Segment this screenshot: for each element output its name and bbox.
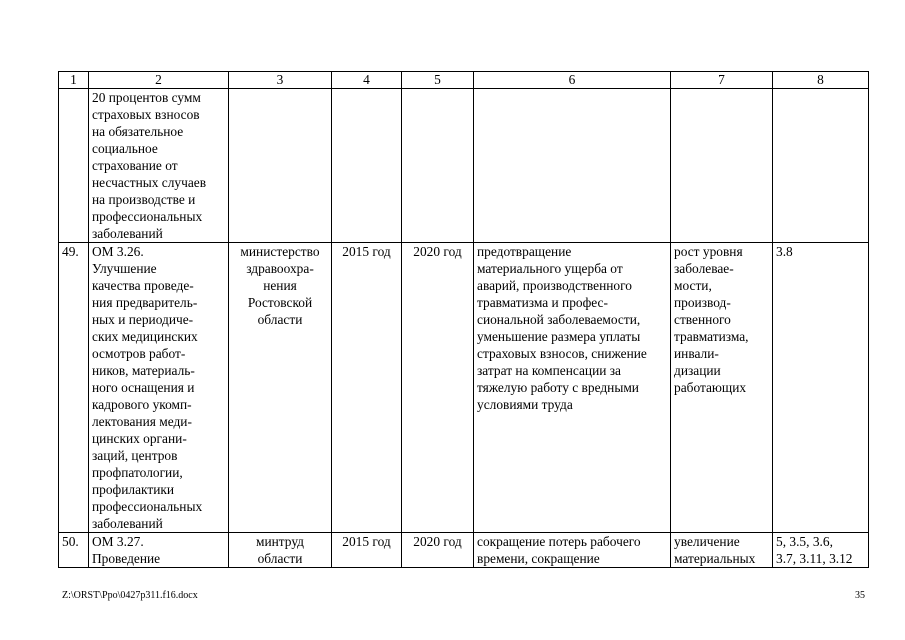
cell-text-line: ных и периодиче- bbox=[92, 312, 194, 327]
end-year-cell: 2020 год bbox=[402, 533, 474, 568]
cell-text-line: рост уровня bbox=[674, 244, 743, 259]
cell-text-line: аварий, производственного bbox=[477, 278, 632, 293]
cell-text-line: дизации bbox=[674, 363, 721, 378]
measure-name-cell bbox=[89, 89, 229, 243]
header-cell: 6 bbox=[474, 72, 671, 89]
cell-text-line: заболевае- bbox=[674, 261, 734, 276]
cell-text-line: ОМ 3.26. bbox=[92, 244, 144, 259]
cell-text-line: заболеваний bbox=[92, 226, 163, 241]
cell-text-line: профпатологии, bbox=[92, 465, 183, 480]
measure-name-cell bbox=[89, 243, 229, 533]
cell-text-line: затрат на компенсации за bbox=[477, 363, 621, 378]
cell-text-line: ного оснащения и bbox=[92, 380, 195, 395]
cell-text-line: Улучшение bbox=[92, 261, 157, 276]
cell-text-line: ственного bbox=[674, 312, 731, 327]
indicator-link-cell bbox=[773, 533, 869, 568]
cell-text-line: несчастных случаев bbox=[92, 175, 207, 190]
cell-text-line: социальное bbox=[92, 141, 158, 156]
start-year-cell bbox=[332, 89, 402, 243]
table-row bbox=[59, 89, 869, 243]
cell-text-line: нения bbox=[263, 278, 297, 293]
cell-text-line: ния предваритель- bbox=[92, 295, 198, 310]
cell-text-line: области bbox=[257, 551, 303, 566]
indicator-link-cell bbox=[773, 89, 869, 243]
row-number-cell: 49. bbox=[59, 243, 89, 533]
cell-text-line: профессиональных bbox=[92, 499, 203, 514]
consequences-cell bbox=[671, 89, 773, 243]
end-year-cell bbox=[402, 89, 474, 243]
table-row bbox=[59, 243, 869, 533]
cell-text-line: материальных bbox=[674, 551, 756, 566]
cell-text-line: страхование от bbox=[92, 158, 178, 173]
end-year-cell: 2020 год bbox=[402, 243, 474, 533]
header-cell: 5 bbox=[402, 72, 474, 89]
cell-text-line: сокращение потерь рабочего bbox=[477, 534, 641, 549]
expected-result-cell bbox=[474, 533, 671, 568]
cell-text-line: ников, материаль- bbox=[92, 363, 195, 378]
header-cell: 4 bbox=[332, 72, 402, 89]
expected-result-cell bbox=[474, 89, 671, 243]
cell-text-line: лектования меди- bbox=[92, 414, 192, 429]
cell-text-line: минтруд bbox=[255, 534, 304, 549]
cell-text-line: травматизма и профес- bbox=[477, 295, 608, 310]
cell-text-line: 3.7, 3.11, 3.12 bbox=[776, 551, 853, 566]
cell-text-line: инвали- bbox=[674, 346, 719, 361]
table-row bbox=[59, 533, 869, 568]
cell-text-line: Проведение bbox=[92, 551, 161, 566]
cell-text-line: заций, центров bbox=[92, 448, 178, 463]
cell-text-line: мости, bbox=[674, 278, 712, 293]
cell-text-line: травматизма, bbox=[674, 329, 749, 344]
row-number-cell bbox=[59, 89, 89, 243]
measure-name-cell bbox=[89, 533, 229, 568]
cell-text-line: на производстве и bbox=[92, 192, 196, 207]
cell-text-line: работающих bbox=[674, 380, 747, 395]
expected-result-cell bbox=[474, 243, 671, 533]
cell-text-line: кадрового укомп- bbox=[92, 397, 192, 412]
cell-text-line: профилактики bbox=[92, 482, 175, 497]
cell-text-line: страховых взносов, снижение bbox=[477, 346, 647, 361]
header-cell: 1 bbox=[59, 72, 89, 89]
cell-text-line: качества проведе- bbox=[92, 278, 194, 293]
executor-cell bbox=[229, 533, 332, 568]
cell-text-line: 20 процентов сумм bbox=[92, 90, 201, 105]
executor-cell bbox=[229, 89, 332, 243]
indicator-link-cell bbox=[773, 243, 869, 533]
cell-text-line: 5, 3.5, 3.6, bbox=[776, 534, 833, 549]
cell-text-line: профессиональных bbox=[92, 209, 203, 224]
cell-text-line: увеличение bbox=[674, 534, 740, 549]
header-cell: 2 bbox=[89, 72, 229, 89]
cell-text-line: осмотров работ- bbox=[92, 346, 186, 361]
header-row bbox=[59, 72, 869, 89]
cell-text-line: уменьшение размера уплаты bbox=[477, 329, 641, 344]
cell-text-line: времени, сокращение bbox=[477, 551, 600, 566]
file-path: Z:\ORST\Ppo\0427p311.f16.docx bbox=[62, 590, 198, 601]
cell-text-line: министерство bbox=[240, 244, 320, 259]
start-year-cell: 2015 год bbox=[332, 533, 402, 568]
cell-text-line: ОМ 3.27. bbox=[92, 534, 144, 549]
activities-table bbox=[58, 71, 869, 568]
row-number-cell: 50. bbox=[59, 533, 89, 568]
consequences-cell bbox=[671, 243, 773, 533]
header-cell: 3 bbox=[229, 72, 332, 89]
cell-text-line: заболеваний bbox=[92, 516, 163, 531]
start-year-cell: 2015 год bbox=[332, 243, 402, 533]
cell-text-line: тяжелую работу с вредными bbox=[477, 380, 639, 395]
consequences-cell bbox=[671, 533, 773, 568]
cell-text-line: здравоохра- bbox=[246, 261, 314, 276]
cell-text-line: 3.8 bbox=[776, 244, 793, 259]
cell-text-line: производ- bbox=[674, 295, 731, 310]
header-cell: 7 bbox=[671, 72, 773, 89]
cell-text-line: области bbox=[257, 312, 303, 327]
page-number: 35 bbox=[855, 590, 865, 601]
cell-text-line: страховых взносов bbox=[92, 107, 200, 122]
cell-text-line: сиональной заболеваемости, bbox=[477, 312, 641, 327]
cell-text-line: ских медицинских bbox=[92, 329, 198, 344]
cell-text-line: цинских органи- bbox=[92, 431, 187, 446]
cell-text-line: материального ущерба от bbox=[477, 261, 623, 276]
cell-text-line: предотвращение bbox=[477, 244, 572, 259]
cell-text-line: Ростовской bbox=[247, 295, 313, 310]
header-cell: 8 bbox=[773, 72, 869, 89]
executor-cell bbox=[229, 243, 332, 533]
cell-text-line: на обязательное bbox=[92, 124, 184, 139]
cell-text-line: условиями труда bbox=[477, 397, 573, 412]
